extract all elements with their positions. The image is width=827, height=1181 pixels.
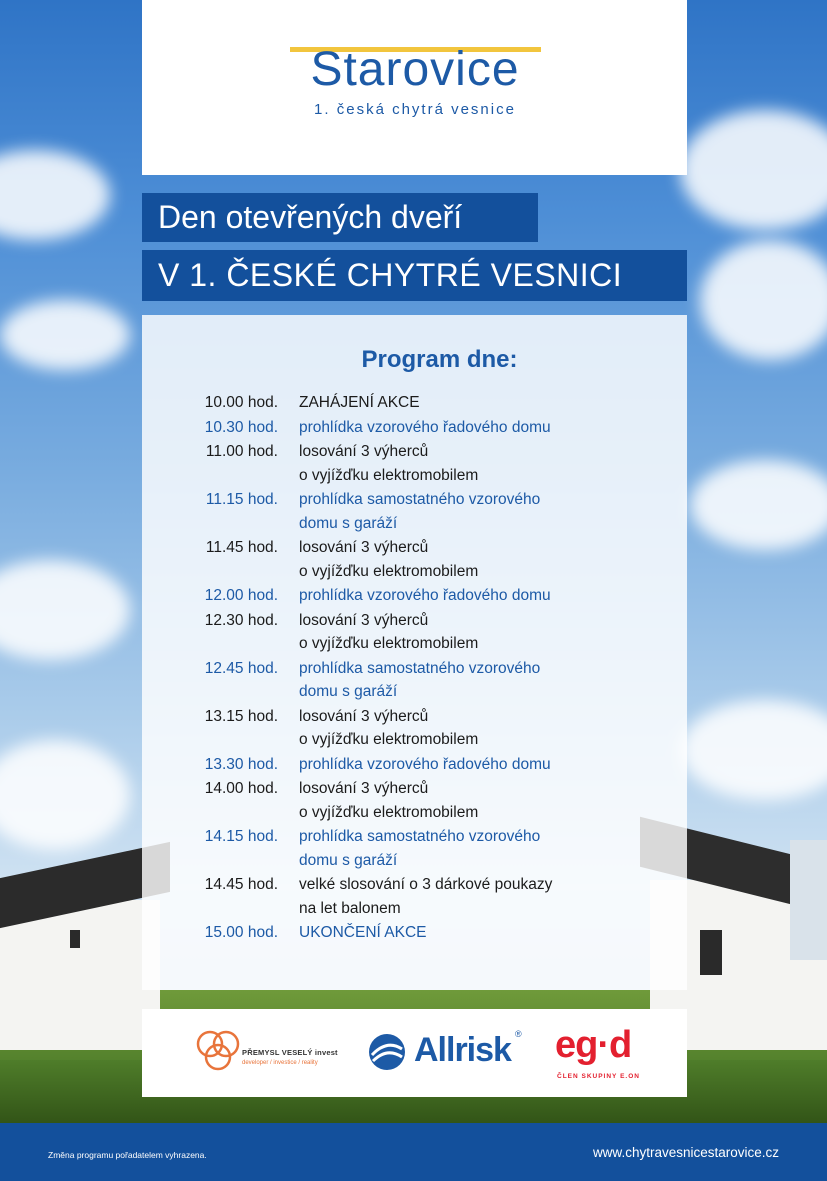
program-desc: domu s garáží	[299, 514, 398, 532]
banner-smart-village	[142, 250, 687, 301]
program-time: 14.15 hod.	[204, 828, 278, 845]
program-list	[142, 391, 687, 946]
program-desc: velké slosování o 3 dárkové poukazy	[299, 876, 553, 893]
program-item	[142, 440, 687, 487]
footer	[0, 1123, 827, 1181]
program-time: 13.15 hod.	[204, 707, 278, 725]
program-item	[142, 584, 687, 608]
footer-website-link[interactable]: www.chytravesnicestarovice.cz	[592, 1145, 779, 1160]
banner-open-day-text: Den otevřených dveří	[158, 199, 463, 235]
program-time: 15.00 hod.	[204, 924, 278, 941]
logo-subtitle: 1. česká chytrá vesnice	[314, 101, 516, 118]
program-desc: losování 3 výherců	[299, 443, 429, 460]
program-panel	[142, 315, 687, 990]
program-desc: prohlídka samostatného vzorového	[299, 828, 541, 845]
footer-note: Změna programu pořadatelem vyhrazena.	[48, 1150, 207, 1160]
program-time: 14.45 hod.	[204, 876, 278, 893]
program-desc: losování 3 výherců	[299, 539, 429, 556]
program-time: 10.00 hod.	[204, 394, 278, 411]
program-desc: losování 3 výherců	[299, 780, 429, 797]
banner-smart-village-text: V 1. ČESKÉ CHYTRÉ VESNICI	[158, 257, 623, 293]
program-time: 12.00 hod.	[204, 587, 278, 604]
program-time: 11.15 hod.	[205, 491, 278, 508]
program-desc: prohlídka vzorového řadového domu	[299, 755, 551, 773]
program-time: 12.30 hod.	[204, 611, 278, 629]
allrisk-logo-icon	[368, 1033, 406, 1071]
program-desc: prohlídka vzorového řadového domu	[299, 587, 551, 604]
program-time: 13.30 hod.	[204, 755, 278, 773]
program-desc: o vyjížďku elektromobilem	[299, 466, 479, 484]
program-desc: o vyjížďku elektromobilem	[299, 562, 479, 580]
program-time: 11.00 hod.	[205, 443, 278, 460]
program-time: 11.45 hod.	[205, 539, 278, 556]
program-item	[142, 609, 687, 656]
program-desc: ZAHÁJENÍ AKCE	[299, 394, 420, 411]
program-item	[142, 921, 687, 945]
program-item	[142, 416, 687, 440]
program-desc: domu s garáží	[299, 851, 398, 869]
program-item	[142, 536, 687, 583]
program-desc: prohlídka vzorového řadového domu	[299, 418, 551, 436]
program-desc: UKONČENÍ AKCE	[299, 924, 427, 941]
program-desc: na let balonem	[299, 899, 401, 917]
program-desc: losování 3 výherců	[299, 611, 429, 629]
program-desc: losování 3 výherců	[299, 707, 429, 725]
premysl-vesely-name: PŘEMYSL VESELÝ invest	[242, 1048, 338, 1057]
program-item	[142, 777, 687, 824]
egd-name: eg·d	[555, 1024, 632, 1066]
logo-title: Starovice	[310, 43, 520, 96]
program-desc: domu s garáží	[299, 683, 398, 700]
program-item	[142, 825, 687, 872]
program-time: 12.45 hod.	[204, 659, 278, 677]
egd-tagline: ČLEN SKUPINY E.ON	[557, 1073, 640, 1080]
program-desc: o vyjížďku elektromobilem	[299, 731, 479, 748]
program-item	[142, 391, 687, 415]
allrisk-registered-mark: ®	[515, 1029, 522, 1039]
program-title: Program dne:	[361, 346, 518, 373]
program-item	[142, 488, 687, 535]
premysl-vesely-tagline: developer / investice / reality	[242, 1060, 318, 1066]
program-item	[142, 753, 687, 777]
banner-open-day	[142, 193, 538, 242]
program-item	[142, 705, 687, 752]
program-item	[142, 657, 687, 704]
program-desc: o vyjížďku elektromobilem	[299, 635, 479, 652]
program-desc: prohlídka samostatného vzorového	[299, 659, 541, 677]
program-time: 14.00 hod.	[204, 780, 278, 797]
program-desc: prohlídka samostatného vzorového	[299, 491, 541, 508]
program-time: 10.30 hod.	[204, 418, 278, 436]
sponsors-bar	[142, 1009, 687, 1097]
allrisk-name: Allrisk	[414, 1031, 511, 1069]
program-desc: o vyjížďku elektromobilem	[299, 803, 479, 821]
program-item	[142, 873, 687, 920]
